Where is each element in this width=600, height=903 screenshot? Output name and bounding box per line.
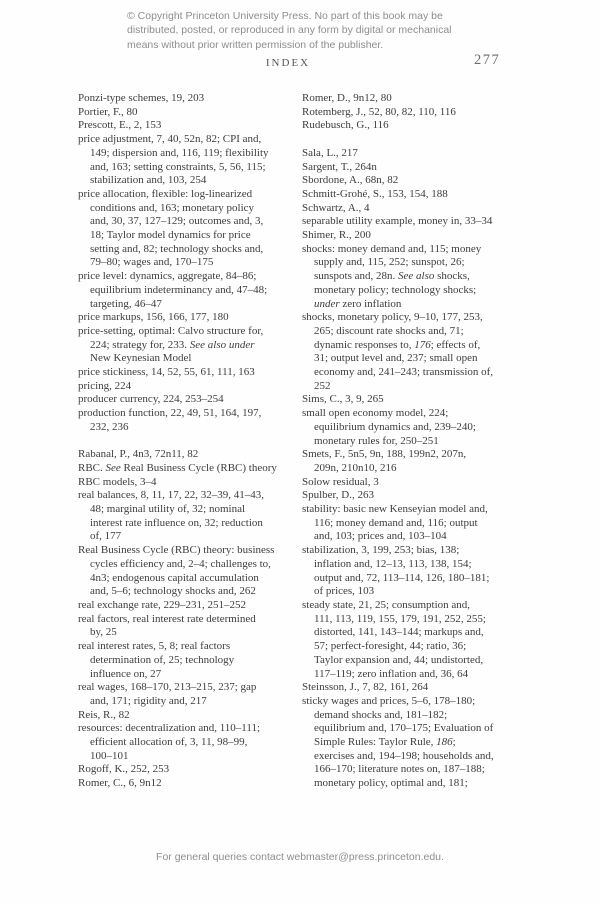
index-entry (302, 229, 518, 243)
index-entry (302, 448, 518, 475)
index-entry (78, 325, 294, 366)
index-line: interest rate influence on, 32; reduction (90, 516, 263, 529)
index-line: Rudebusch, G., 116 (302, 119, 389, 132)
index-line: Solow residual, 3 (302, 475, 379, 488)
index-line: and, 5–6; technology shocks and, 262 (90, 585, 256, 598)
copyright-line: distributed, posted, or reproduced in any form by digital or mechanical (127, 24, 452, 37)
index-line: sticky wages and prices, 5–6, 178–180; (302, 694, 476, 707)
index-line: Romer, C., 6, 9n12 (78, 777, 162, 790)
index-line: RBC. See Real Business Cycle (RBC) theory (78, 461, 277, 474)
italic-reference: See also under (189, 338, 255, 351)
index-entry (302, 393, 518, 407)
index-entry (302, 599, 518, 681)
index-line: Rotemberg, J., 52, 80, 82, 110, 116 (302, 105, 456, 118)
index-line: shocks: money demand and, 115; money (302, 242, 482, 255)
index-line: 232, 236 (90, 420, 129, 433)
index-entry (302, 695, 518, 791)
index-line: conditions and, 163; monetary policy (90, 201, 255, 214)
index-line: equilibrium and, 170–175; Evaluation of (314, 722, 494, 735)
index-entry (302, 188, 518, 202)
italic-reference: See (105, 461, 121, 474)
italic-reference: See also (398, 270, 435, 283)
index-line: New Keynesian Model (90, 352, 192, 365)
index-line: Romer, D., 9n12, 80 (302, 92, 392, 104)
index-line: economy and, 241–243; transmission of, (314, 366, 494, 379)
index-entry (302, 407, 518, 448)
index-entry (302, 215, 518, 229)
index-line: producer currency, 224, 253–254 (78, 393, 224, 406)
index-line: of, 177 (90, 530, 122, 543)
index-entry (302, 161, 518, 175)
index-entry (78, 448, 294, 462)
index-line: Shimer, R., 200 (302, 229, 371, 242)
page-number: 277 (474, 52, 501, 68)
index-line: under zero inflation (314, 297, 402, 310)
index-line: stabilization, 3, 199, 253; bias, 138; (302, 544, 460, 557)
index-line: demand shocks and, 181–182; (314, 708, 448, 721)
index-line: Portier, F., 80 (78, 105, 138, 118)
index-line: 209n, 210n10, 216 (314, 461, 397, 474)
index-line: supply and, 115, 252; sunspot, 26; (314, 256, 465, 269)
index-line: Reis, R., 82 (78, 708, 130, 721)
index-entry (302, 311, 518, 393)
index-line: price allocation, flexible: log-linearized (78, 187, 253, 200)
section-gap (78, 435, 294, 449)
index-line: sunspots and, 28n. See also shocks, (314, 270, 470, 283)
index-line: production function, 22, 49, 51, 164, 197, (78, 407, 262, 420)
index-line: cycles efficiency and, 2–4; challenges to, (90, 557, 271, 570)
index-line: Ponzi-type schemes, 19, 203 (78, 92, 205, 104)
index-line: Rabanal, P., 4n3, 72n11, 82 (78, 448, 199, 461)
index-line: Sbordone, A., 68n, 82 (302, 174, 399, 187)
index-line: Sims, C., 3, 9, 265 (302, 393, 384, 406)
index-line: determination of, 25; technology (90, 653, 235, 666)
index-line: real balances, 8, 11, 17, 22, 32–39, 41–43, (78, 489, 264, 502)
index-line: Steinsson, J., 7, 82, 161, 264 (302, 681, 429, 694)
index-line: Schwartz, A., 4 (302, 201, 370, 214)
index-line: monetary policy, optimal and, 181; (314, 777, 468, 790)
index-line: real wages, 168–170, 213–215, 237; gap (78, 681, 257, 694)
index-entry (302, 202, 518, 216)
index-line: targeting, 46–47 (90, 297, 162, 310)
copyright-line: means without prior written permission of the publisher. (127, 38, 384, 51)
index-line: 111, 113, 119, 155, 179, 191, 252, 255; (314, 612, 486, 625)
index-line: 116; money demand and, 116; output (314, 516, 478, 529)
index-entry (302, 544, 518, 599)
index-entry (78, 188, 294, 270)
index-line: by, 25 (90, 626, 117, 639)
index-entry (78, 599, 294, 613)
index-entry (78, 92, 294, 106)
index-line: dynamic responses to, 176; effects of, (314, 338, 481, 351)
index-entry (78, 777, 294, 791)
index-entry (302, 174, 518, 188)
index-left-column (78, 92, 294, 791)
index-line: steady state, 21, 25; consumption and, (302, 599, 471, 611)
index-entry (78, 270, 294, 311)
index-entry (302, 681, 518, 695)
index-entry (78, 681, 294, 708)
index-line: of prices, 103 (314, 585, 375, 598)
index-entry (78, 311, 294, 325)
index-line: 265; discount rate shocks and, 71; (314, 324, 464, 337)
index-columns (78, 92, 526, 791)
footer-query-note: For general queries contact webmaster@press.princeton.edu. (156, 851, 444, 863)
index-entry (78, 489, 294, 544)
index-line: stabilization and, 103, 254 (90, 174, 207, 187)
index-line: price stickiness, 14, 52, 55, 61, 111, 163 (78, 366, 255, 379)
index-entry (78, 544, 294, 599)
index-line: equilibrium dynamics and, 239–240; (314, 420, 476, 433)
index-line: small open economy model, 224; (302, 407, 449, 420)
index-line: Smets, F., 5n5, 9n, 188, 199n2, 207n, (302, 448, 467, 461)
index-entry (78, 366, 294, 380)
index-entry (78, 640, 294, 681)
index-line: distorted, 141, 143–144; markups and, (314, 626, 484, 639)
index-entry (302, 92, 518, 106)
index-line: shocks, monetary policy, 9–10, 177, 253, (302, 311, 483, 324)
copyright-notice (127, 9, 489, 52)
index-line: real interest rates, 5, 8; real factors (78, 640, 231, 653)
index-entry (78, 393, 294, 407)
index-line: and, 163; setting constraints, 5, 56, 115; (90, 160, 266, 173)
index-line: price adjustment, 7, 40, 52n, 82; CPI and, (78, 133, 262, 146)
index-line: Spulber, D., 263 (302, 489, 374, 502)
index-line: real exchange rate, 229–231, 251–252 (78, 599, 246, 611)
italic-reference: under (314, 297, 340, 310)
index-line: Real Business Cycle (RBC) theory: business (78, 544, 275, 557)
index-line: Rogoff, K., 252, 253 (78, 763, 170, 776)
index-line: Sala, L., 217 (302, 146, 358, 159)
index-entry (78, 407, 294, 434)
index-line: 18; Taylor model dynamics for price (90, 229, 251, 242)
index-line: and, 171; rigidity and, 217 (90, 694, 207, 707)
index-line: Taylor expansion and, 44; undistorted, (314, 653, 484, 666)
index-entry (78, 119, 294, 133)
index-line: separable utility example, money in, 33–34 (302, 215, 493, 228)
index-entry (302, 489, 518, 503)
index-line: 117–119; zero inflation and, 36, 64 (314, 667, 469, 680)
index-entry (78, 476, 294, 490)
index-line: exercises and, 194–198; households and, (314, 749, 494, 762)
section-gap (302, 133, 518, 147)
index-line: and, 103; prices and, 103–104 (314, 530, 447, 543)
index-entry (78, 709, 294, 723)
index-right-column (302, 92, 518, 791)
index-line: 149; dispersion and, 116, 119; flexibility (90, 146, 269, 159)
index-entry (78, 106, 294, 120)
italic-reference: 176 (414, 338, 431, 351)
index-entry (78, 133, 294, 188)
index-line: and, 30, 37, 127–129; outcomes and, 3, (90, 215, 264, 228)
index-line: setting and, 82; technology shocks and, (90, 242, 264, 255)
index-entry (302, 476, 518, 490)
index-line: efficient allocation of, 3, 11, 98–99, (90, 736, 248, 749)
index-line: resources: decentralization and, 110–111; (78, 722, 261, 735)
index-entry (302, 147, 518, 161)
index-line: RBC models, 3–4 (78, 475, 157, 488)
index-line: monetary rules for, 250–251 (314, 434, 439, 447)
index-line: 224; strategy for, 233. See also under (90, 338, 255, 351)
index-line: 166–170; literature notes on, 187–188; (314, 763, 485, 776)
index-entry (302, 503, 518, 544)
index-line: price-setting, optimal: Calvo structure for, (78, 324, 264, 337)
index-entry (302, 106, 518, 120)
index-line: influence on, 27 (90, 667, 162, 680)
index-entry (78, 613, 294, 640)
index-line: Simple Rules: Taylor Rule, 186; (314, 736, 456, 749)
index-line: 100–101 (90, 749, 129, 762)
copyright-line: © Copyright Princeton University Press. No part of this book may be (127, 10, 443, 22)
index-line: real factors, real interest rate determined (78, 612, 256, 625)
index-line: 48; marginal utility of, 32; nominal (90, 503, 246, 516)
index-line: 31; output level and, 237; small open (314, 352, 478, 365)
italic-reference: 186 (436, 736, 453, 749)
index-line: 4n3; endogenous capital accumulation (90, 571, 259, 584)
index-line: 79–80; wages and, 170–175 (90, 256, 214, 269)
index-line: 252 (314, 379, 331, 392)
index-line: Sargent, T., 264n (302, 160, 377, 173)
index-line: Prescott, E., 2, 153 (78, 119, 162, 132)
index-entry (78, 380, 294, 394)
index-line: output and, 72, 113–114, 126, 180–181; (314, 571, 490, 584)
index-line: inflation and, 12–13, 113, 138, 154; (314, 557, 472, 570)
index-line: equilibrium indeterminancy and, 47–48; (90, 283, 268, 296)
index-line: pricing, 224 (78, 379, 132, 392)
index-line: 57; perfect-foresight, 44; ratio, 36; (314, 640, 467, 653)
index-entry (78, 763, 294, 777)
index-line: stability: basic new Kenseyian model and, (302, 503, 488, 516)
index-line: monetary policy; technology shocks; (314, 283, 477, 296)
page-title: INDEX (265, 57, 311, 69)
index-line: Schmitt-Grohé, S., 153, 154, 188 (302, 187, 448, 200)
index-entry (302, 243, 518, 312)
index-line: price level: dynamics, aggregate, 84–86; (78, 270, 257, 283)
index-line: price markups, 156, 166, 177, 180 (78, 311, 229, 324)
index-entry (78, 722, 294, 763)
index-entry (302, 119, 518, 133)
index-entry (78, 462, 294, 476)
